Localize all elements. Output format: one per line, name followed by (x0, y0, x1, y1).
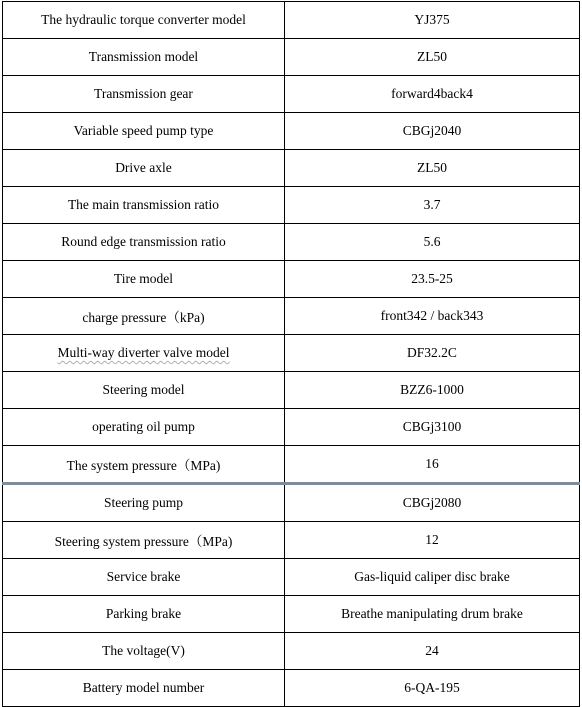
spec-value (285, 522, 580, 559)
table-row (3, 224, 580, 261)
spec-label (3, 150, 285, 187)
spec-value-text: 12 (425, 532, 439, 547)
spec-label (3, 484, 285, 522)
spec-value-text: ZL50 (417, 160, 447, 175)
spec-label-text: Steering model (102, 382, 185, 397)
table-row (3, 670, 580, 707)
table-row (3, 372, 580, 409)
specification-table (2, 1, 580, 707)
spec-value (285, 372, 580, 409)
spec-value-text: 23.5-25 (411, 271, 453, 286)
spec-label-text: Service brake (106, 569, 181, 584)
spec-label-text: Battery model number (82, 680, 205, 695)
spec-label-text: The hydraulic torque converter model (41, 12, 246, 27)
spec-value (285, 113, 580, 150)
table-row (3, 2, 580, 39)
spec-value-text: 6-QA-195 (404, 680, 460, 695)
table-row (3, 298, 580, 335)
spec-value (285, 298, 580, 335)
spec-label-text: Steering system pressure（MPa) (54, 534, 233, 549)
table-row (3, 187, 580, 224)
spec-label (3, 224, 285, 261)
spec-value (285, 484, 580, 522)
spec-label-text: Variable speed pump type (73, 123, 214, 138)
spec-value (285, 261, 580, 298)
spec-label (3, 76, 285, 113)
spec-value-text: ZL50 (417, 49, 447, 64)
spec-value (285, 2, 580, 39)
spec-label-text: charge pressure（kPa) (82, 310, 205, 325)
spec-label (3, 372, 285, 409)
spec-label (3, 522, 285, 559)
spec-label-text: The system pressure（MPa) (66, 458, 221, 473)
spec-label-text: Multi-way diverter valve model (57, 345, 230, 360)
spec-value-text: BZZ6-1000 (400, 382, 464, 397)
table-row (3, 446, 580, 484)
spec-value (285, 224, 580, 261)
spec-value (285, 409, 580, 446)
spec-value-text: CBGj2040 (402, 123, 462, 138)
spec-value (285, 559, 580, 596)
spec-label (3, 2, 285, 39)
spec-value-text: forward4back4 (391, 86, 473, 101)
table-row (3, 409, 580, 446)
spec-value-text: 3.7 (423, 197, 441, 212)
table-row (3, 335, 580, 372)
spec-value-text: DF32.2C (407, 345, 457, 360)
table-row (3, 39, 580, 76)
spec-value (285, 670, 580, 707)
spec-value (285, 150, 580, 187)
spec-value (285, 187, 580, 224)
spec-value-text: CBGj3100 (402, 419, 462, 434)
spec-label-text: The main transmission ratio (67, 197, 220, 212)
spec-label-text: operating oil pump (92, 419, 195, 434)
spec-value-text: YJ375 (414, 12, 450, 27)
spec-value-text: front342 / back343 (380, 308, 484, 323)
spec-label (3, 596, 285, 633)
table-row (3, 596, 580, 633)
spec-value (285, 633, 580, 670)
spec-value (285, 39, 580, 76)
table-row (3, 484, 580, 522)
spec-value (285, 335, 580, 372)
table-row (3, 633, 580, 670)
spec-label-text: Tire model (113, 271, 174, 286)
spec-value-text: 16 (425, 456, 439, 471)
spec-value-text: Gas-liquid caliper disc brake (354, 569, 510, 584)
table-row (3, 261, 580, 298)
spec-label (3, 670, 285, 707)
spec-label (3, 335, 285, 372)
spec-label (3, 187, 285, 224)
spec-label (3, 39, 285, 76)
spec-label-text: The voltage(V) (102, 643, 185, 658)
spec-label (3, 298, 285, 335)
spec-value (285, 596, 580, 633)
table-row (3, 522, 580, 559)
spec-label-text: Round edge transmission ratio (61, 234, 226, 249)
table-row (3, 113, 580, 150)
spec-label-text: Transmission model (88, 49, 199, 64)
spec-label (3, 113, 285, 150)
spec-label (3, 446, 285, 484)
spec-label-text: Steering pump (103, 495, 184, 510)
table-row (3, 76, 580, 113)
spec-value (285, 446, 580, 484)
spec-value (285, 76, 580, 113)
spec-value-text: CBGj2080 (402, 495, 462, 510)
spec-label-text: Drive axle (115, 160, 172, 175)
spec-label (3, 633, 285, 670)
spec-value-text: 24 (425, 643, 439, 658)
table-row (3, 150, 580, 187)
spec-label (3, 261, 285, 298)
table-row (3, 559, 580, 596)
spec-label (3, 409, 285, 446)
spec-label-text: Transmission gear (94, 86, 193, 101)
spec-label-text: Parking brake (105, 606, 182, 621)
spec-value-text: Breathe manipulating drum brake (341, 606, 523, 621)
spec-value-text: 5.6 (423, 234, 441, 249)
spec-label (3, 559, 285, 596)
